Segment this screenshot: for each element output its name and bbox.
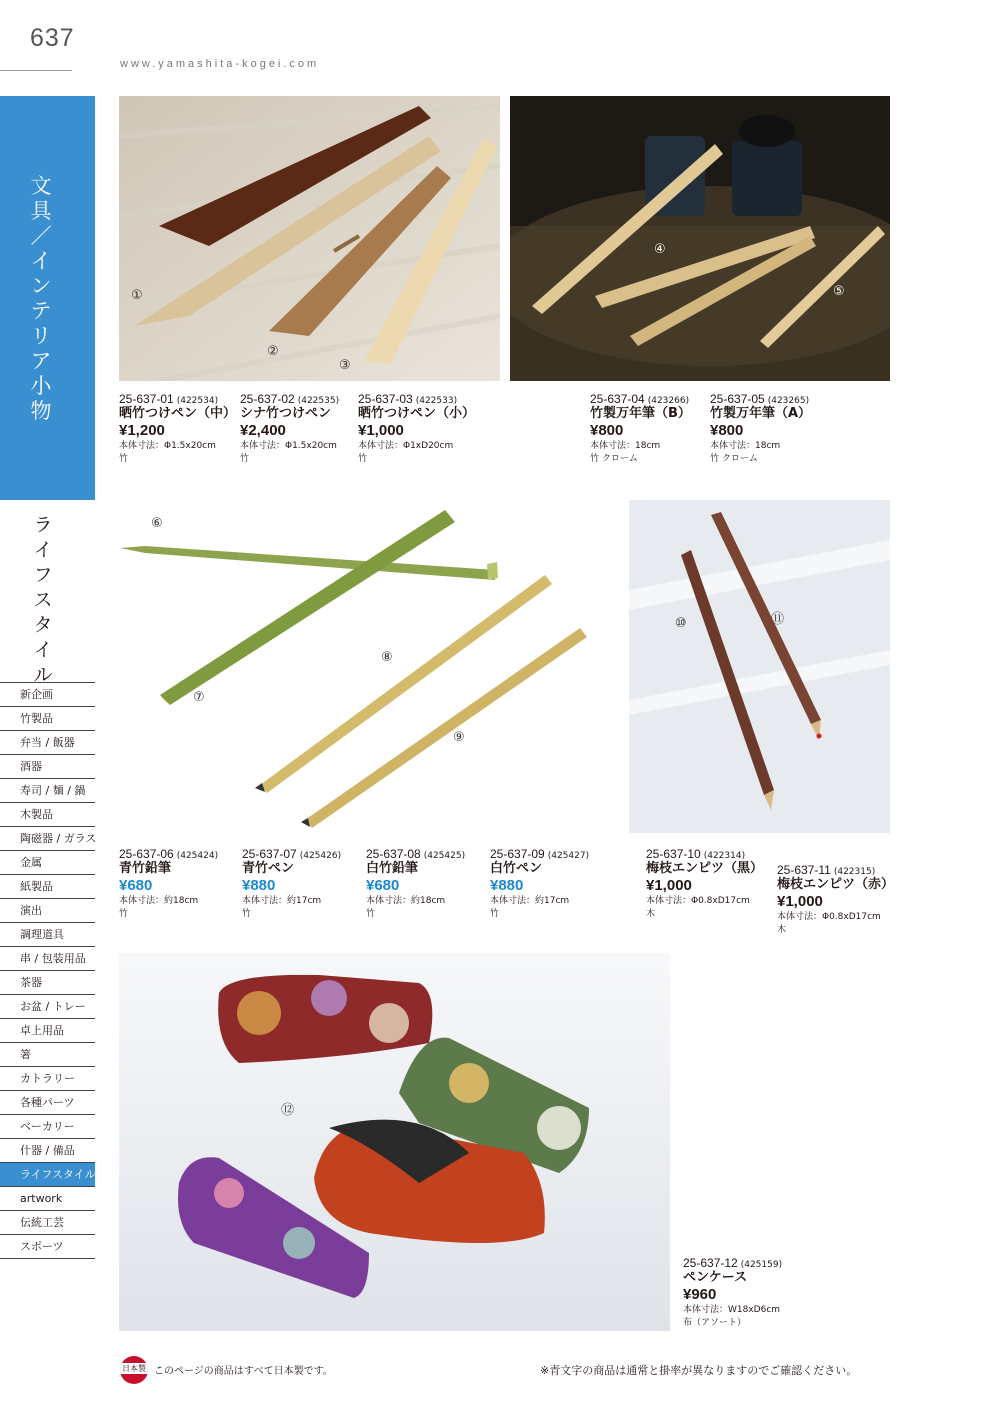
- item-number-10: ⑩: [675, 616, 687, 631]
- product-code: 25-637-06: [119, 847, 174, 861]
- product-material: 木: [777, 925, 787, 935]
- product-price: ¥880: [242, 877, 276, 894]
- jan-code: (422315): [833, 867, 876, 877]
- product-size: 本体寸法：W18xD6cm: [683, 1305, 781, 1315]
- product-name: 竹製万年筆（A）: [710, 406, 812, 421]
- sidebar-item[interactable]: 竹製品: [0, 707, 95, 731]
- product-size: 本体寸法：18cm: [710, 441, 781, 451]
- item-number-3: ③: [339, 358, 351, 373]
- category-title-char: 物: [30, 399, 52, 423]
- product-price: ¥680: [119, 877, 153, 894]
- product-material: 竹: [358, 454, 368, 464]
- category-title-char: イ: [30, 249, 52, 273]
- product-card-5: [710, 392, 811, 466]
- product-card-10: [646, 847, 763, 921]
- category-title-char: 小: [30, 374, 52, 398]
- made-in-japan-badge: [120, 1356, 148, 1384]
- sidebar-item[interactable]: スポーツ: [0, 1235, 95, 1259]
- subcategory-title-char: フ: [33, 564, 53, 586]
- jan-code: (422314): [703, 851, 746, 861]
- product-material: 竹 クローム: [710, 454, 758, 464]
- jan-code: (425426): [299, 851, 342, 861]
- product-code: 25-637-02: [240, 392, 295, 406]
- product-card-2: [240, 392, 339, 466]
- sidebar-item[interactable]: お盆 / トレー: [0, 995, 95, 1019]
- category-title-char: 文: [30, 174, 52, 198]
- item-number-9: ⑨: [453, 730, 465, 745]
- photo-dip-pens: [119, 96, 500, 381]
- product-card-8: [366, 847, 465, 921]
- product-material: 竹: [119, 909, 129, 919]
- product-code: 25-637-09: [490, 847, 545, 861]
- product-code: 25-637-03: [358, 392, 413, 406]
- product-price: ¥880: [490, 877, 524, 894]
- sidebar-item[interactable]: カトラリー: [0, 1067, 95, 1091]
- sidebar-item[interactable]: ライフスタイル: [0, 1163, 95, 1187]
- sidebar-item[interactable]: 調理道具: [0, 923, 95, 947]
- sidebar-item[interactable]: 木製品: [0, 803, 95, 827]
- category-title-char: ン: [30, 274, 52, 298]
- site-url[interactable]: www.yamashita-kogei.com: [120, 58, 320, 70]
- category-title-char: リ: [30, 324, 52, 348]
- jan-code: (425425): [423, 851, 466, 861]
- sidebar-item[interactable]: 伝統工芸: [0, 1211, 95, 1235]
- sidebar-item[interactable]: 寿司 / 麺 / 鍋: [0, 779, 95, 803]
- product-card-7: [242, 847, 341, 921]
- product-price: ¥680: [366, 877, 400, 894]
- product-card-9: [490, 847, 589, 921]
- sidebar-item[interactable]: 各種パーツ: [0, 1091, 95, 1115]
- product-size: 本体寸法：Φ1xD20cm: [358, 441, 454, 451]
- badge-label: 日本製: [122, 1364, 146, 1373]
- product-code: 25-637-11: [777, 863, 831, 877]
- product-size: 本体寸法：Φ1.5x20cm: [119, 441, 216, 451]
- product-price: ¥1,000: [646, 877, 692, 894]
- product-material: 竹: [490, 909, 500, 919]
- product-code: 25-637-10: [646, 847, 701, 861]
- subcategory-title-char: イ: [33, 539, 53, 561]
- sidebar-item[interactable]: ベーカリー: [0, 1115, 95, 1139]
- product-code: 25-637-07: [242, 847, 297, 861]
- product-card-12: [683, 1256, 782, 1330]
- product-name: 梅枝エンピツ（赤）: [777, 877, 895, 892]
- product-code: 25-637-01: [119, 392, 174, 406]
- photo-plum-pencils: [629, 500, 890, 833]
- product-size: 本体寸法：Φ0.8xD17cm: [646, 896, 750, 906]
- category-title-char: テ: [30, 299, 52, 323]
- photo-pen-cases: [119, 953, 670, 1331]
- product-material: 竹: [240, 454, 250, 464]
- jan-code: (423265): [767, 396, 810, 406]
- product-price: ¥2,400: [240, 422, 286, 439]
- jan-code: (422534): [176, 396, 219, 406]
- jan-code: (422533): [415, 396, 458, 406]
- product-size: 本体寸法：Φ1.5x20cm: [240, 441, 337, 451]
- side-nav: [0, 682, 95, 1259]
- category-title: [26, 174, 56, 424]
- subcategory-title-char: ル: [33, 664, 53, 686]
- category-title-char: 具: [30, 199, 52, 223]
- sidebar-item[interactable]: 紙製品: [0, 875, 95, 899]
- product-size: 本体寸法：約17cm: [242, 896, 322, 906]
- photo-bamboo-pencils: [115, 500, 620, 835]
- product-material: 竹 クローム: [590, 454, 638, 464]
- product-price: ¥1,200: [119, 422, 165, 439]
- product-size: 本体寸法：約17cm: [490, 896, 570, 906]
- sidebar-item[interactable]: 茶器: [0, 971, 95, 995]
- item-number-1: ①: [131, 288, 143, 303]
- category-title-char: ／: [30, 224, 52, 248]
- subcategory-title-char: タ: [33, 614, 53, 636]
- product-code: 25-637-12: [683, 1256, 738, 1270]
- product-size: 本体寸法：約18cm: [366, 896, 446, 906]
- item-number-11: ⑪: [771, 612, 785, 627]
- product-size: 本体寸法：約18cm: [119, 896, 199, 906]
- product-card-4: [590, 392, 691, 466]
- footer-note-left: このページの商品はすべて日本製です。: [154, 1366, 333, 1377]
- subcategory-title: [28, 513, 58, 688]
- product-code: 25-637-04: [590, 392, 645, 406]
- product-size: 本体寸法：Φ0.8xD17cm: [777, 912, 881, 922]
- sidebar-item[interactable]: 金属: [0, 851, 95, 875]
- sidebar-item[interactable]: 卓上用品: [0, 1019, 95, 1043]
- product-name: シナ竹つけペン: [240, 406, 332, 421]
- product-price: ¥1,000: [777, 893, 823, 910]
- product-name: 青竹ペン: [242, 861, 295, 876]
- item-number-5: ⑤: [833, 284, 845, 299]
- item-number-6: ⑥: [151, 516, 163, 531]
- item-number-12: ⑫: [281, 1103, 295, 1118]
- item-number-2: ②: [267, 344, 279, 359]
- product-name: 晒竹つけペン（小）: [358, 406, 476, 421]
- category-band: [0, 96, 95, 500]
- sidebar-item[interactable]: 箸: [0, 1043, 95, 1067]
- header-rule: [0, 70, 72, 71]
- product-material: 竹: [242, 909, 252, 919]
- product-name: 竹製万年筆（B）: [590, 406, 691, 421]
- product-material: 竹: [119, 454, 129, 464]
- product-material: 布（アソート）: [683, 1318, 747, 1328]
- subcategory-title-char: ス: [33, 589, 53, 611]
- jan-code: (425427): [547, 851, 590, 861]
- sidebar-item[interactable]: 什器 / 備品: [0, 1139, 95, 1163]
- product-name: 白竹ペン: [490, 861, 543, 876]
- sidebar-item[interactable]: 串 / 包装用品: [0, 947, 95, 971]
- jan-code: (422535): [297, 396, 340, 406]
- sidebar-item[interactable]: 酒器: [0, 755, 95, 779]
- sidebar-item[interactable]: artwork: [0, 1187, 95, 1211]
- product-card-11: [777, 863, 894, 937]
- item-number-7: ⑦: [193, 690, 205, 705]
- sidebar-item[interactable]: 陶磁器 / ガラス: [0, 827, 95, 851]
- product-card-3: [358, 392, 475, 466]
- product-name: 梅枝エンピツ（黒）: [646, 861, 764, 876]
- product-material: 木: [646, 909, 656, 919]
- product-card-1: [119, 392, 236, 466]
- page-number: 637: [30, 24, 75, 52]
- product-name: 晒竹つけペン（中）: [119, 406, 237, 421]
- product-name: ペンケース: [683, 1270, 748, 1285]
- product-price: ¥960: [683, 1286, 717, 1303]
- item-number-8: ⑧: [381, 650, 393, 665]
- product-size: 本体寸法：18cm: [590, 441, 661, 451]
- subcategory-title-char: ラ: [33, 514, 53, 536]
- category-title-char: ア: [30, 349, 52, 373]
- product-code: 25-637-05: [710, 392, 765, 406]
- jan-code: (425159): [740, 1260, 783, 1270]
- product-name: 白竹鉛筆: [366, 861, 419, 876]
- product-material: 竹: [366, 909, 376, 919]
- photo-fountain-pens: [510, 96, 890, 381]
- footer-note-right: ※青文字の商品は通常と掛率が異なりますのでご確認ください。: [540, 1364, 858, 1377]
- sidebar-item[interactable]: 演出: [0, 899, 95, 923]
- sidebar-item[interactable]: 新企画: [0, 682, 95, 707]
- product-name: 青竹鉛筆: [119, 861, 172, 876]
- product-price: ¥1,000: [358, 422, 404, 439]
- subcategory-title-char: イ: [33, 639, 53, 661]
- jan-code: (423266): [647, 396, 690, 406]
- product-price: ¥800: [710, 422, 744, 439]
- product-card-6: [119, 847, 218, 921]
- product-price: ¥800: [590, 422, 624, 439]
- product-code: 25-637-08: [366, 847, 421, 861]
- jan-code: (425424): [176, 851, 219, 861]
- item-number-4: ④: [654, 242, 666, 257]
- sidebar-item[interactable]: 弁当 / 飯器: [0, 731, 95, 755]
